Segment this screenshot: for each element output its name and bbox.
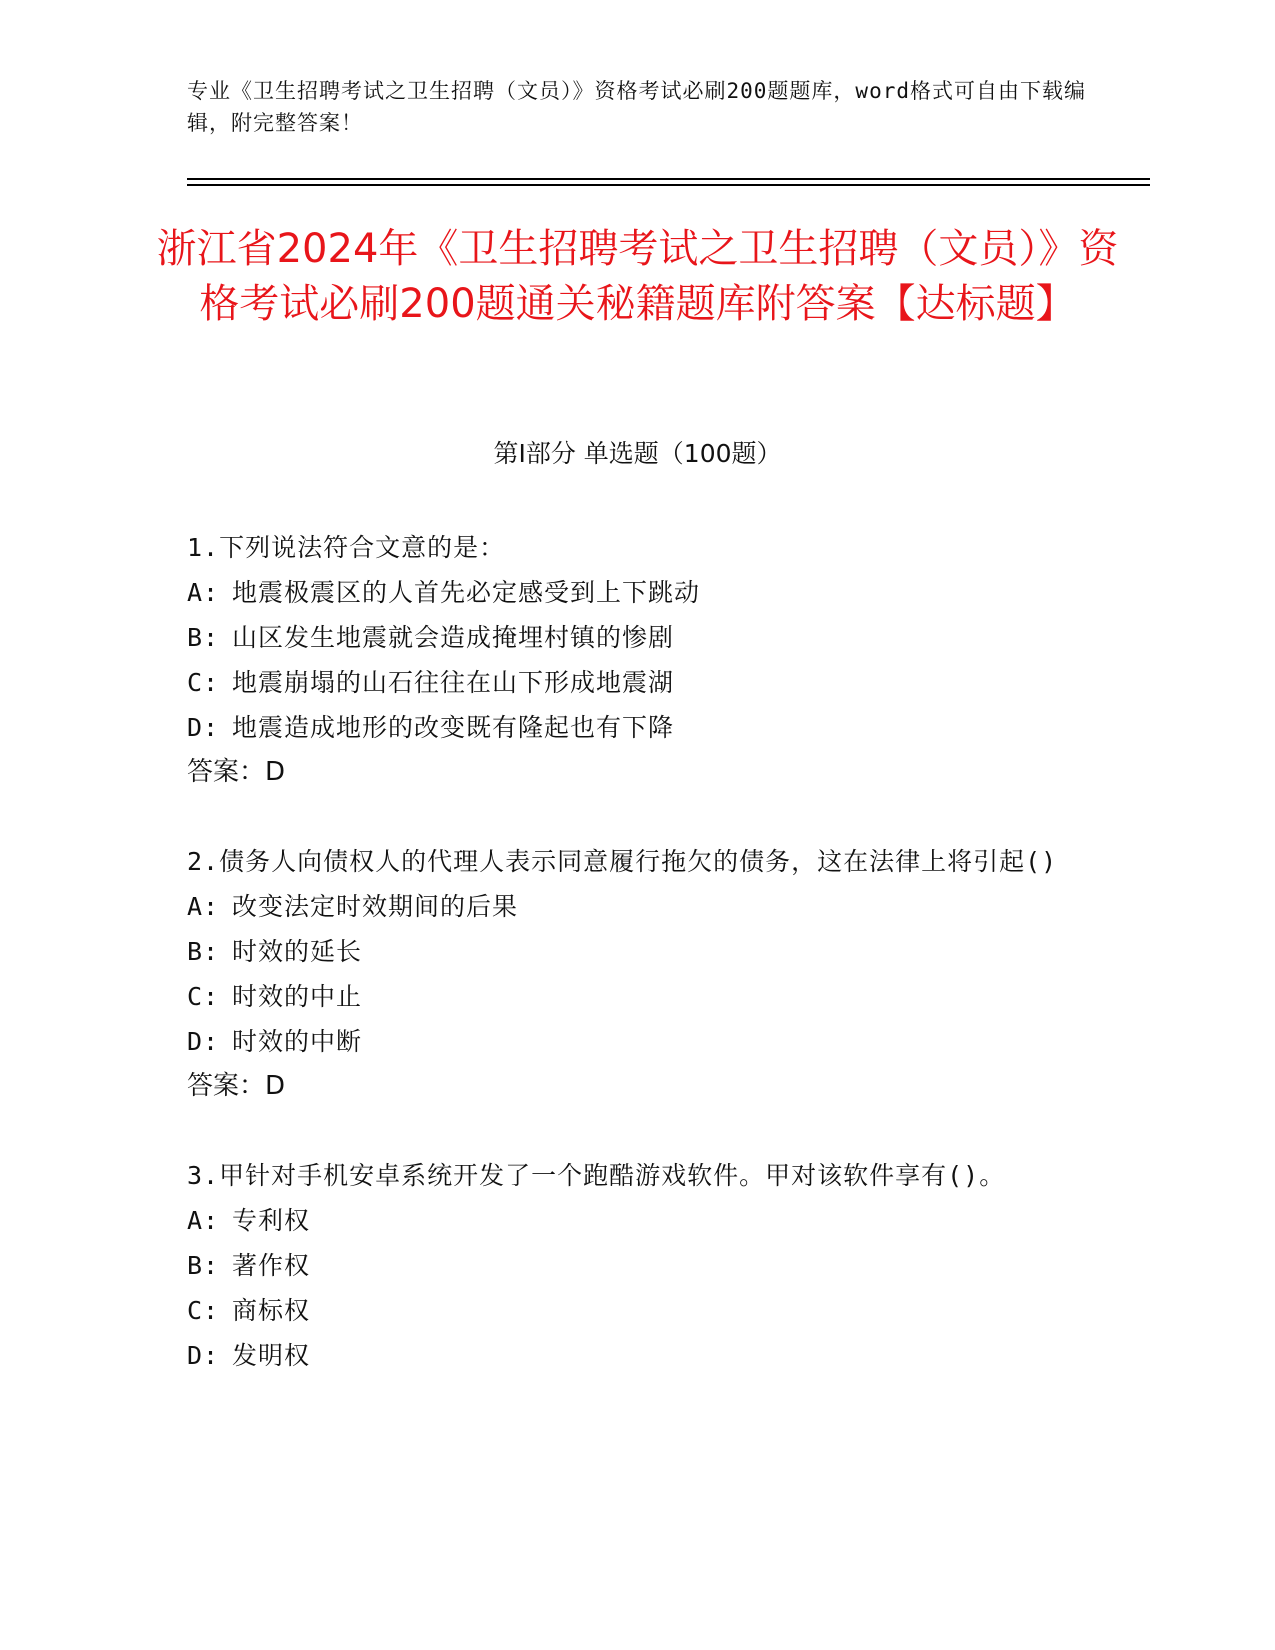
option-letter: D: bbox=[187, 1027, 220, 1056]
option-text: 地震极震区的人首先必定感受到上下跳动 bbox=[232, 578, 701, 607]
question-3 bbox=[187, 1153, 1067, 1378]
option-letter: A: bbox=[187, 578, 220, 607]
option-letter: A: bbox=[187, 1206, 220, 1235]
option-b bbox=[187, 615, 1067, 660]
option-d bbox=[187, 1333, 1067, 1378]
question-stem: 3.甲针对手机安卓系统开发了一个跑酷游戏软件。甲对该软件享有()。 bbox=[187, 1161, 1006, 1190]
option-text: 著作权 bbox=[232, 1251, 311, 1280]
option-letter: D: bbox=[187, 1341, 220, 1370]
header-note: 专业《卫生招聘考试之卫生招聘（文员）》资格考试必刷200题题库，word格式可自由下载编辑，附完整答案！ bbox=[187, 79, 1086, 135]
option-text: 专利权 bbox=[232, 1206, 311, 1235]
option-text: 发明权 bbox=[232, 1341, 311, 1370]
option-text: 时效的延长 bbox=[232, 937, 363, 966]
option-d bbox=[187, 1019, 1067, 1064]
option-text: 山区发生地震就会造成掩埋村镇的惨剧 bbox=[232, 623, 675, 652]
option-b bbox=[187, 1243, 1067, 1288]
question-2 bbox=[187, 839, 1067, 1109]
option-text: 时效的中止 bbox=[232, 982, 363, 1011]
option-text: 地震崩塌的山石往往在山下形成地震湖 bbox=[232, 668, 675, 697]
option-text: 改变法定时效期间的后果 bbox=[232, 892, 519, 921]
option-a bbox=[187, 570, 1067, 615]
header-divider-bottom bbox=[187, 184, 1150, 186]
option-letter: C: bbox=[187, 982, 220, 1011]
section-heading: 第I部分 单选题（100题） bbox=[493, 439, 782, 468]
option-letter: A: bbox=[187, 892, 220, 921]
question-list bbox=[187, 525, 1067, 1422]
question-stem: 1.下列说法符合文意的是： bbox=[187, 533, 506, 562]
option-b bbox=[187, 929, 1067, 974]
question-stem: 2.债务人向债权人的代理人表示同意履行拖欠的债务，这在法律上将引起() bbox=[187, 847, 1058, 876]
option-letter: B: bbox=[187, 937, 220, 966]
option-text: 商标权 bbox=[232, 1296, 311, 1325]
document-title: 浙江省2024年《卫生招聘考试之卫生招聘（文员）》资格考试必刷200题通关秘籍题库附答案【达标题】 bbox=[156, 226, 1119, 327]
option-text: 时效的中断 bbox=[232, 1027, 363, 1056]
question-1 bbox=[187, 525, 1067, 795]
option-c bbox=[187, 660, 1067, 705]
option-letter: C: bbox=[187, 668, 220, 697]
option-a bbox=[187, 884, 1067, 929]
option-letter: B: bbox=[187, 623, 220, 652]
option-text: 地震造成地形的改变既有隆起也有下降 bbox=[232, 713, 675, 742]
option-c bbox=[187, 1288, 1067, 1333]
option-letter: B: bbox=[187, 1251, 220, 1280]
header-divider-top bbox=[187, 178, 1150, 180]
option-letter: D: bbox=[187, 713, 220, 742]
answer: 答案：D bbox=[187, 757, 286, 787]
option-c bbox=[187, 974, 1067, 1019]
option-a bbox=[187, 1198, 1067, 1243]
option-d bbox=[187, 705, 1067, 750]
answer: 答案：D bbox=[187, 1071, 286, 1101]
option-letter: C: bbox=[187, 1296, 220, 1325]
